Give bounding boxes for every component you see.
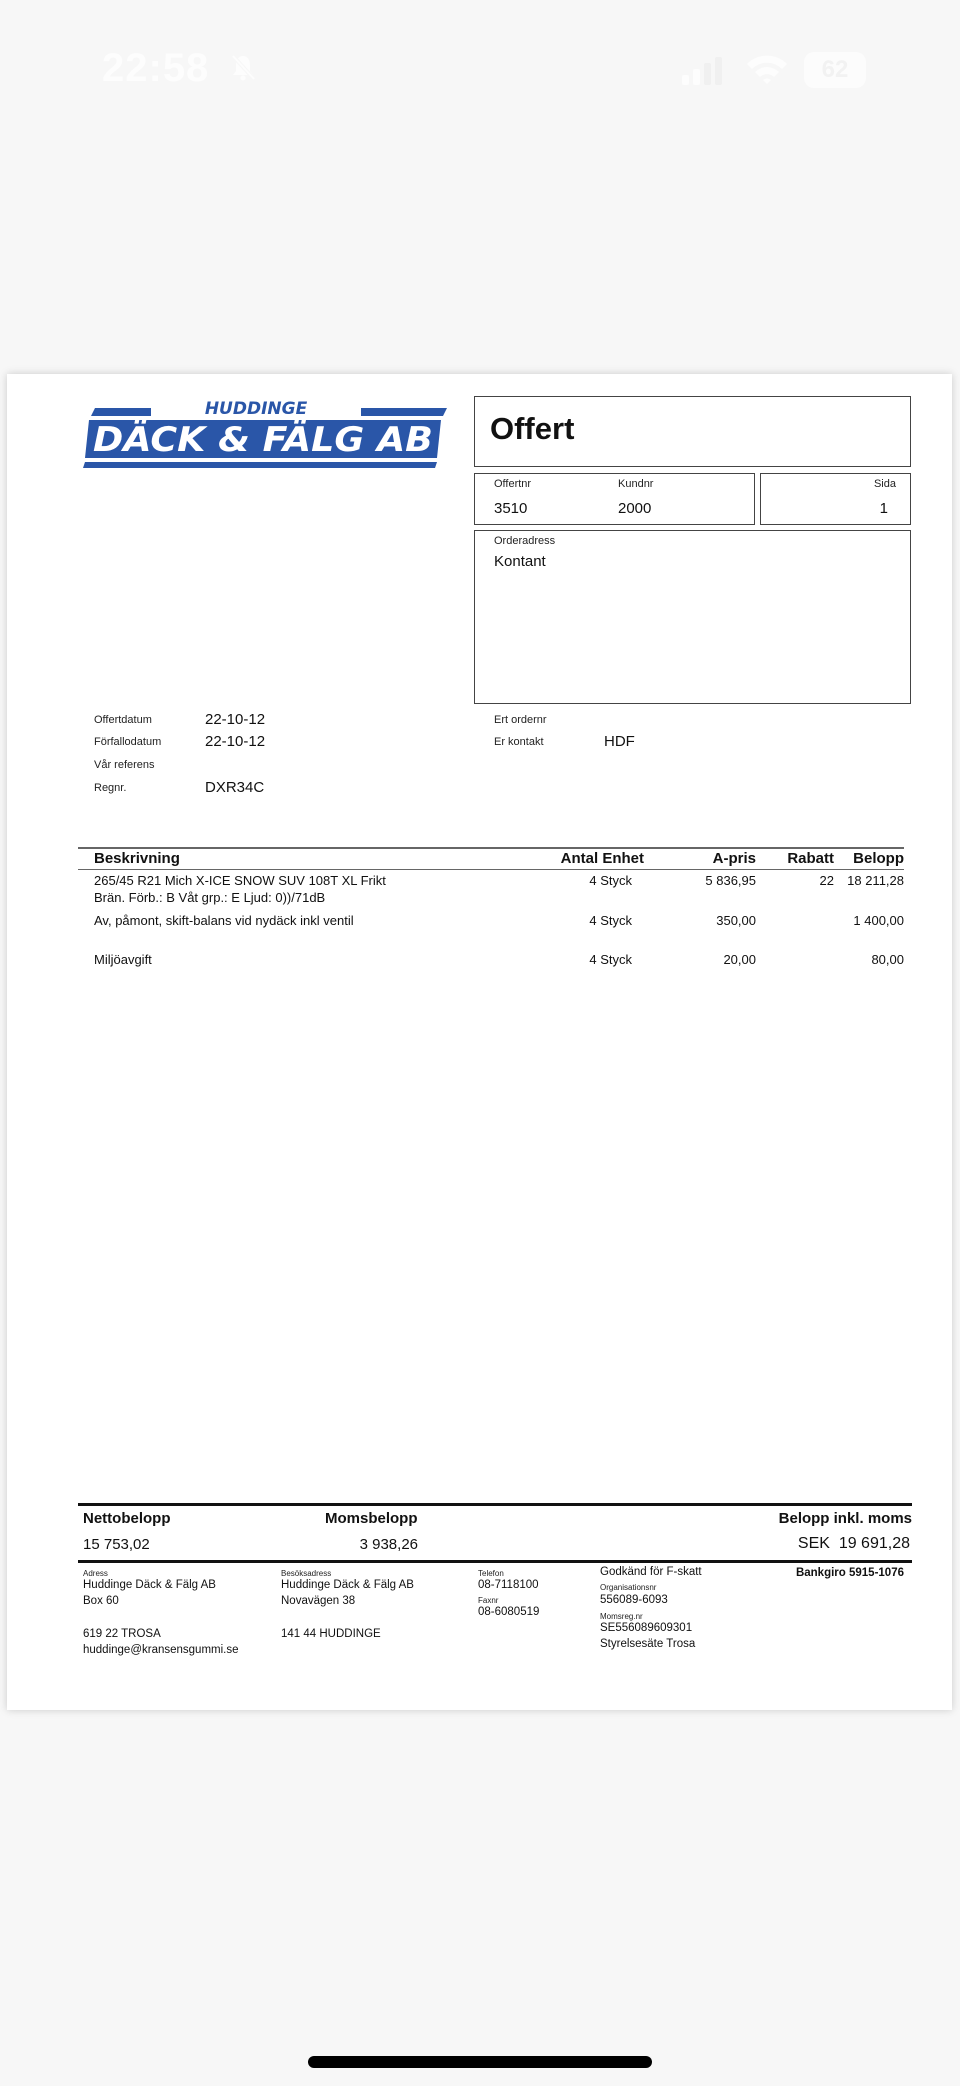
momsreg-value: SE556089609301	[600, 1622, 693, 1634]
fskatt-text: Godkänd för F-skatt	[600, 1566, 702, 1578]
row-belopp: 1 400,00	[853, 913, 904, 928]
besok-line-3: 141 44 HUDDINGE	[281, 1628, 381, 1640]
fax-value: 08-6080519	[478, 1606, 540, 1618]
email: huddinge@kransensgummi.se	[83, 1644, 239, 1656]
ert-ordernr-label: Ert ordernr	[494, 714, 547, 726]
regnr-label: Regnr.	[94, 782, 127, 794]
col-a-pris: A-pris	[712, 850, 756, 867]
kundnr-value: 2000	[618, 500, 652, 517]
logo-top-text: HUDDINGE	[204, 399, 308, 419]
kundnr-label: Kundnr	[618, 478, 654, 490]
adress-label: Adress	[83, 1569, 108, 1578]
forfallodatum-value: 22-10-12	[205, 733, 266, 750]
col-beskrivning: Beskrivning	[94, 850, 180, 867]
er-kontakt-value: HDF	[604, 733, 635, 750]
orgnr-label: Organisationsnr	[600, 1583, 657, 1592]
home-indicator[interactable]	[308, 2056, 652, 2068]
signal-icon	[680, 55, 726, 85]
row-antal: 4 Styck	[589, 873, 632, 888]
besok-label: Besöksadress	[281, 1569, 332, 1578]
offertnr-value: 3510	[494, 500, 528, 517]
row-description: Miljöavgift	[94, 952, 152, 967]
besok-line-2: Novavägen 38	[281, 1595, 356, 1607]
telefon-label: Telefon	[478, 1569, 504, 1578]
table-header-rule-bottom	[78, 869, 904, 870]
totals-bottom-rule	[78, 1560, 912, 1563]
status-bar	[0, 0, 960, 140]
document-page	[7, 374, 952, 1710]
row-apris: 5 836,95	[705, 873, 756, 888]
inkl-moms-value	[798, 1535, 910, 1553]
bell-muted-icon	[228, 52, 258, 82]
var-referens-label: Vår referens	[94, 759, 155, 771]
row-antal: 4 Styck	[589, 952, 632, 967]
table-header-rule	[78, 847, 904, 849]
offertnr-label: Offertnr	[494, 478, 532, 490]
inkl-moms-amount: 19 691,28	[838, 1535, 910, 1552]
row-belopp: 18 211,28	[847, 873, 904, 888]
orderadress-label: Orderadress	[494, 535, 556, 547]
row-description: 265/45 R21 Mich X-ICE SNOW SUV 108T XL Frikt	[94, 873, 386, 888]
company-logo	[83, 398, 453, 470]
document-title: Offert	[490, 411, 575, 446]
sida-value: 1	[879, 500, 888, 517]
page-number-box	[760, 473, 911, 525]
status-time: 22:58	[102, 46, 210, 90]
row-antal: 4 Styck	[589, 913, 632, 928]
orgnr-value: 556089-6093	[600, 1594, 668, 1606]
moms-value: 3 938,26	[359, 1536, 418, 1553]
offer-number-box	[474, 473, 755, 525]
er-kontakt-label: Er kontakt	[494, 736, 544, 748]
adress-line-3: 619 22 TROSA	[83, 1628, 161, 1640]
title-box	[474, 396, 911, 467]
row-description: Av, påmont, skift-balans vid nydäck inkl ventil	[94, 913, 354, 928]
momsreg-label: Momsreg.nr	[600, 1612, 643, 1621]
battery-indicator: 62	[804, 52, 866, 88]
besok-line-1: Huddinge Däck & Fälg AB	[281, 1579, 414, 1591]
inkl-moms-label: Belopp inkl. moms	[778, 1510, 912, 1527]
col-belopp: Belopp	[853, 850, 904, 867]
col-rabatt: Rabatt	[787, 850, 834, 867]
offertdatum-value: 22-10-12	[205, 711, 266, 728]
fax-label: Faxnr	[478, 1596, 499, 1605]
netto-value: 15 753,02	[83, 1536, 150, 1553]
telefon-value: 08-7118100	[478, 1579, 539, 1591]
currency: SEK	[797, 1535, 830, 1552]
netto-label: Nettobelopp	[83, 1510, 171, 1527]
totals-top-rule	[78, 1503, 912, 1506]
wifi-icon	[745, 52, 789, 86]
orderadress-value: Kontant	[494, 553, 546, 570]
offertdatum-label: Offertdatum	[94, 714, 152, 726]
moms-label: Momsbelopp	[325, 1510, 418, 1527]
forfallodatum-label: Förfallodatum	[94, 736, 162, 748]
row-apris: 350,00	[716, 913, 756, 928]
logo-main-text: DÄCK & FÄLG AB	[93, 420, 410, 460]
styrelsesate: Styrelsesäte Trosa	[600, 1638, 696, 1650]
row-apris: 20,00	[723, 952, 756, 967]
adress-line-1: Huddinge Däck & Fälg AB	[83, 1579, 216, 1591]
order-address-box	[474, 530, 911, 704]
col-antal-enhet: Antal Enhet	[560, 850, 644, 867]
sida-label: Sida	[873, 478, 896, 490]
adress-line-2: Box 60	[83, 1595, 119, 1607]
row-description-extra: Brän. Förb.: B Våt grp.: E Ljud: 0))/71dB	[94, 890, 326, 905]
row-rabatt: 22	[819, 873, 834, 888]
row-belopp: 80,00	[871, 952, 904, 967]
bankgiro: Bankgiro 5915-1076	[795, 1567, 904, 1579]
regnr-value: DXR34C	[205, 779, 265, 796]
